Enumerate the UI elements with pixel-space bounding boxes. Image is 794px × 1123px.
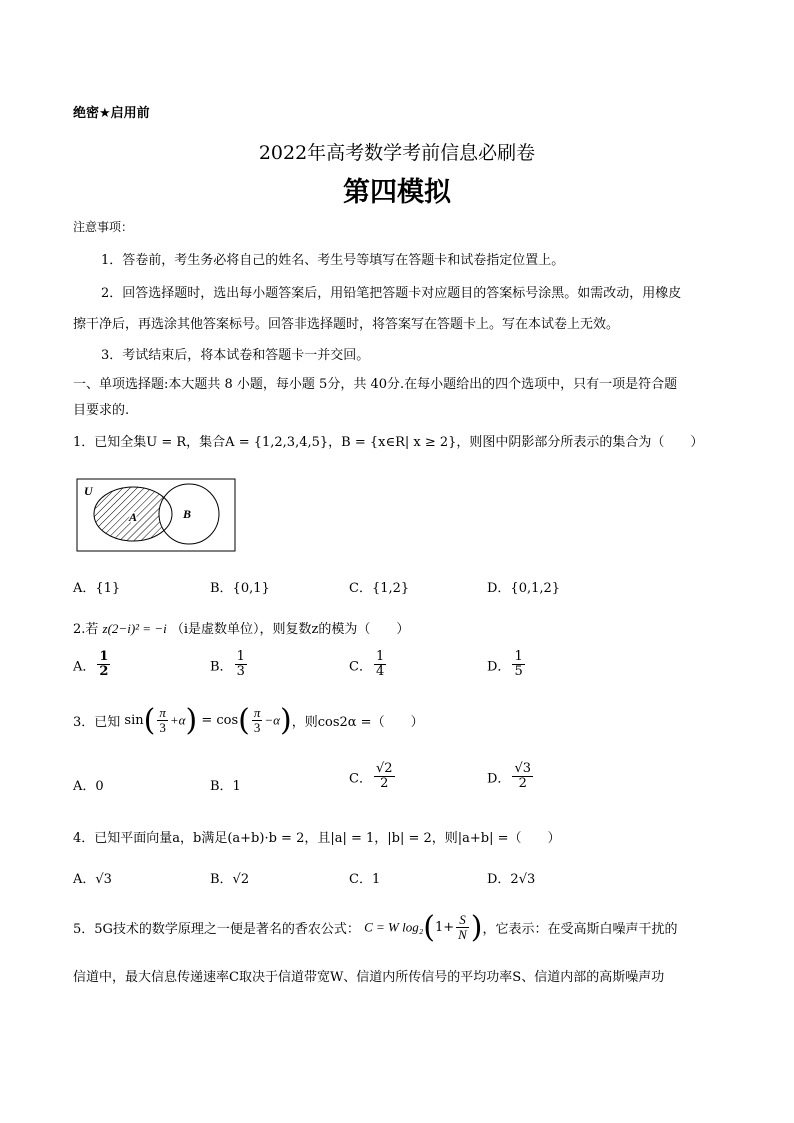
q2-expr: z(2−i)² = −i [102,621,167,636]
section-heading-cont: 目要求的. [73,403,130,418]
q2-post: （i是虚数单位），则复数z的模为（ ） [170,622,410,637]
exam-title: 2022年高考数学考前信息必刷卷 [258,142,536,164]
q1-option-c[interactable]: C．{1,2} [349,581,410,596]
question-5-text-cont: 信道中，最大信息传递速率C取决于信道带宽W、信道内所传信号的平均功率S、信道内部的高斯噪声功 [73,970,665,985]
question-1-text: 1．已知全集U = R，集合A = {1,2,3,4,5}，B = {x∈R| x ≥ 2}，则图中阴影部分所表示的集合为（ ） [73,435,704,450]
q4-option-d[interactable]: D．2√3 [487,872,536,887]
note-item: 擦干净后，再选涂其他答案标号。回答非选择题时，将答案写在答题卡上。写在本试卷上无效。 [73,317,620,332]
q2-option-a[interactable]: A． $\frac{1}{2}$ [73,649,109,680]
exam-subtitle: 第四模拟 [343,177,451,208]
q1-option-b[interactable]: B．{0,1} [210,581,270,596]
q3-option-c[interactable]: C． $\frac{√2}{2}$ [349,761,393,792]
question-4-text: 4．已知平面向量a，b满足(a+b)·b = 2，且|a| = 1，|b| = 2，则|a+b| =（ ） [73,831,561,846]
question-3-text: 3．已知 sin( $\frac{\pi}{3}$ +α) = cos( $\frac{\pi}{3}$ −α)，则cos2α =（ ） [73,703,424,738]
note-item: 3．考试结束后，将本试卷和答题卡一并交回。 [101,348,370,363]
q2-option-c[interactable]: C． $\frac{1}{4}$ [349,649,385,680]
notes-heading: 注意事项： [73,220,134,234]
venn-label-a: A [129,510,138,524]
q4-option-c[interactable]: C．1 [349,872,381,887]
q2-option-d[interactable]: D． $\frac{1}{5}$ [487,649,523,680]
q3-option-a[interactable]: A．0 [73,779,104,794]
q3-option-d[interactable]: D． $\frac{√3}{2}$ [487,761,531,792]
note-item: 2．回答选择题时，选出每小题答案后，用铅笔把答题卡对应题目的答案标号涂黑。如需改动，用橡皮 [101,286,682,301]
venn-label-u: U [84,484,93,498]
q2-option-b[interactable]: B． $\frac{1}{3}$ [210,649,245,680]
question-2-text [73,618,409,637]
venn-diagram [76,478,238,554]
q4-option-b[interactable]: B．√2 [210,872,250,887]
q3-option-b[interactable]: B．1 [210,779,241,794]
question-5-text: 5．5G技术的数学原理之一便是著名的香农公式： C = W log₂(1+ $\frac{S}{N}$ )，它表示：在受高斯白噪声干扰的 [73,910,678,945]
venn-label-b: B [183,507,192,521]
note-item: 1．答卷前，考生务必将自己的姓名、考生号等填写在答题卡和试卷指定位置上。 [101,253,565,268]
q4-option-a[interactable]: A．√3 [73,872,112,887]
q1-option-d[interactable]: D．{0,1,2} [487,581,561,596]
q2-pre: 2.若 [73,622,99,637]
section-heading: 一、单项选择题:本大题共 8 小题，每小题 5分，共 40分.在每小题给出的四个选项中，只有一项是符合题 [73,377,678,392]
q1-option-a[interactable]: A．{1} [73,581,121,596]
secret-label: 绝密★启用前 [73,106,150,121]
